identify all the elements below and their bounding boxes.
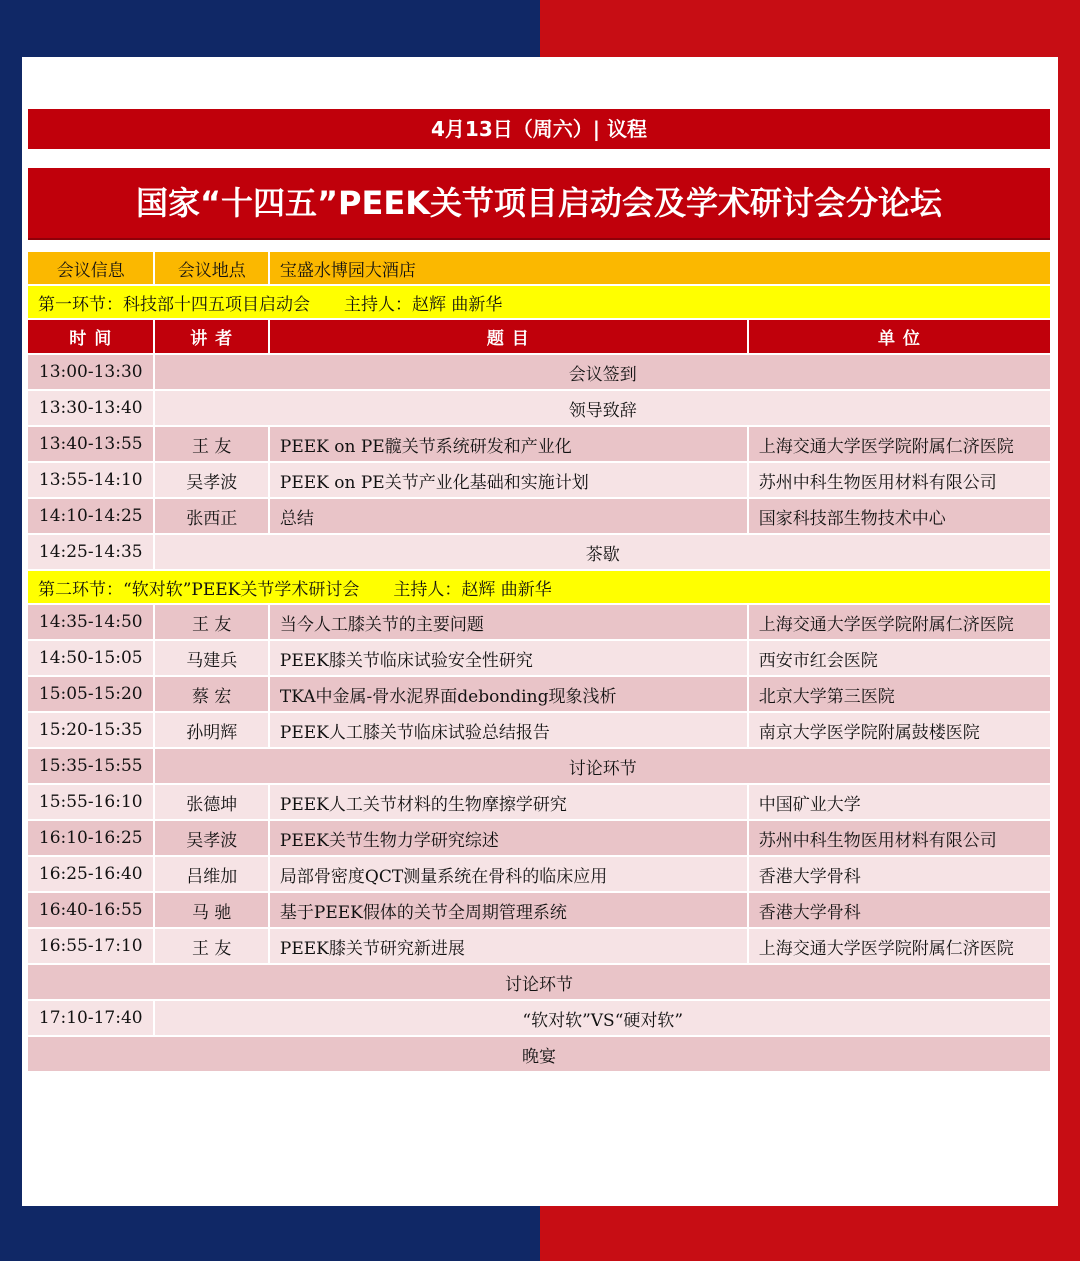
agenda-row: [28, 535, 1050, 569]
agenda-unit: 香港大学骨科: [749, 893, 1050, 927]
agenda-row: [28, 1001, 1050, 1035]
agenda-time: 14:35-14:50: [28, 605, 153, 639]
agenda-row: [28, 355, 1050, 389]
agenda-time: 15:55-16:10: [28, 785, 153, 819]
agenda-time: 16:40-16:55: [28, 893, 153, 927]
agenda-time: 14:50-15:05: [28, 641, 153, 675]
location-value: 宝盛水博园大酒店: [270, 252, 1050, 284]
agenda-row: [28, 785, 1050, 819]
agenda-topic: 局部骨密度QCT测量系统在骨科的临床应用: [270, 857, 747, 891]
agenda-speaker: 马 驰: [155, 893, 267, 927]
agenda-table: [26, 250, 1052, 1073]
agenda-topic: PEEK膝关节临床试验安全性研究: [270, 641, 747, 675]
agenda-item: “软对软”VS“硬对软”: [155, 1001, 1050, 1035]
agenda-time: 13:00-13:30: [28, 355, 153, 389]
meeting-info-label: 会议信息: [28, 252, 153, 284]
agenda-item: 讨论环节: [28, 965, 1050, 999]
agenda-row: [28, 427, 1050, 461]
agenda-topic: PEEK人工膝关节临床试验总结报告: [270, 713, 747, 747]
agenda-row: [28, 605, 1050, 639]
agenda-row: [28, 821, 1050, 855]
column-header-row: [28, 320, 1050, 353]
agenda-content: [28, 109, 1050, 1073]
agenda-time: 16:25-16:40: [28, 857, 153, 891]
agenda-topic: TKA中金属-骨水泥界面debonding现象浅析: [270, 677, 747, 711]
agenda-unit: 西安市红会医院: [749, 641, 1050, 675]
agenda-time: 13:55-14:10: [28, 463, 153, 497]
agenda-topic: PEEK膝关节研究新进展: [270, 929, 747, 963]
agenda-topic: PEEK on PE髋关节系统研发和产业化: [270, 427, 747, 461]
agenda-unit: 国家科技部生物技术中心: [749, 499, 1050, 533]
agenda-unit: 中国矿业大学: [749, 785, 1050, 819]
agenda-time: 16:10-16:25: [28, 821, 153, 855]
agenda-topic: 总结: [270, 499, 747, 533]
column-header-topic: 题 目: [270, 320, 747, 353]
section-2-header: [28, 571, 1050, 603]
meeting-info-row: [28, 252, 1050, 284]
agenda-speaker: 孙明辉: [155, 713, 267, 747]
agenda-speaker: 吕维加: [155, 857, 267, 891]
agenda-item: 会议签到: [155, 355, 1050, 389]
agenda-item: 领导致辞: [155, 391, 1050, 425]
agenda-speaker: 张德坤: [155, 785, 267, 819]
agenda-unit: 苏州中科生物医用材料有限公司: [749, 821, 1050, 855]
agenda-row: [28, 965, 1050, 999]
agenda-row: [28, 893, 1050, 927]
agenda-item: 晚宴: [28, 1037, 1050, 1071]
agenda-topic: 基于PEEK假体的关节全周期管理系统: [270, 893, 747, 927]
column-header-time: 时 间: [28, 320, 153, 353]
agenda-topic: PEEK人工关节材料的生物摩擦学研究: [270, 785, 747, 819]
location-label: 会议地点: [155, 252, 267, 284]
agenda-row: [28, 1037, 1050, 1071]
section-2-title: 第二环节：“软对软”PEEK关节学术研讨会: [38, 579, 360, 600]
agenda-unit: 上海交通大学医学院附属仁济医院: [749, 605, 1050, 639]
agenda-time: 14:25-14:35: [28, 535, 153, 569]
agenda-item: 讨论环节: [155, 749, 1050, 783]
agenda-time: 15:05-15:20: [28, 677, 153, 711]
agenda-unit: 北京大学第三医院: [749, 677, 1050, 711]
section-1-title: 第一环节：科技部十四五项目启动会: [38, 294, 310, 315]
agenda-speaker: 王 友: [155, 929, 267, 963]
section-1-host: 主持人：赵辉 曲新华: [344, 294, 503, 315]
agenda-row: [28, 929, 1050, 963]
agenda-topic: PEEK on PE关节产业化基础和实施计划: [270, 463, 747, 497]
agenda-speaker: 蔡 宏: [155, 677, 267, 711]
agenda-unit: 上海交通大学医学院附属仁济医院: [749, 427, 1050, 461]
agenda-unit: 香港大学骨科: [749, 857, 1050, 891]
agenda-item: 茶歇: [155, 535, 1050, 569]
agenda-row: [28, 749, 1050, 783]
agenda-topic: PEEK关节生物力学研究综述: [270, 821, 747, 855]
agenda-row: [28, 641, 1050, 675]
agenda-row: [28, 677, 1050, 711]
agenda-speaker: 王 友: [155, 427, 267, 461]
date-banner: 4月13日（周六）| 议程: [28, 109, 1050, 150]
agenda-unit: 苏州中科生物医用材料有限公司: [749, 463, 1050, 497]
agenda-time: 16:55-17:10: [28, 929, 153, 963]
agenda-unit: 上海交通大学医学院附属仁济医院: [749, 929, 1050, 963]
agenda-time: 17:10-17:40: [28, 1001, 153, 1035]
agenda-time: 15:35-15:55: [28, 749, 153, 783]
agenda-row: [28, 463, 1050, 497]
agenda-row: [28, 713, 1050, 747]
agenda-time: 13:40-13:55: [28, 427, 153, 461]
section-1-header: [28, 286, 1050, 318]
agenda-row: [28, 499, 1050, 533]
agenda-time: 15:20-15:35: [28, 713, 153, 747]
agenda-speaker: 王 友: [155, 605, 267, 639]
agenda-card: [22, 57, 1058, 1206]
agenda-speaker: 张西正: [155, 499, 267, 533]
agenda-speaker: 吴孝波: [155, 463, 267, 497]
agenda-time: 13:30-13:40: [28, 391, 153, 425]
agenda-speaker: 吴孝波: [155, 821, 267, 855]
column-header-unit: 单 位: [749, 320, 1050, 353]
agenda-topic: 当今人工膝关节的主要问题: [270, 605, 747, 639]
agenda-time: 14:10-14:25: [28, 499, 153, 533]
forum-title: 国家“十四五”PEEK关节项目启动会及学术研讨会分论坛: [28, 168, 1050, 240]
agenda-unit: 南京大学医学院附属鼓楼医院: [749, 713, 1050, 747]
column-header-speaker: 讲 者: [155, 320, 267, 353]
agenda-row: [28, 857, 1050, 891]
section-2-host: 主持人：赵辉 曲新华: [393, 579, 552, 600]
agenda-row: [28, 391, 1050, 425]
agenda-speaker: 马建兵: [155, 641, 267, 675]
